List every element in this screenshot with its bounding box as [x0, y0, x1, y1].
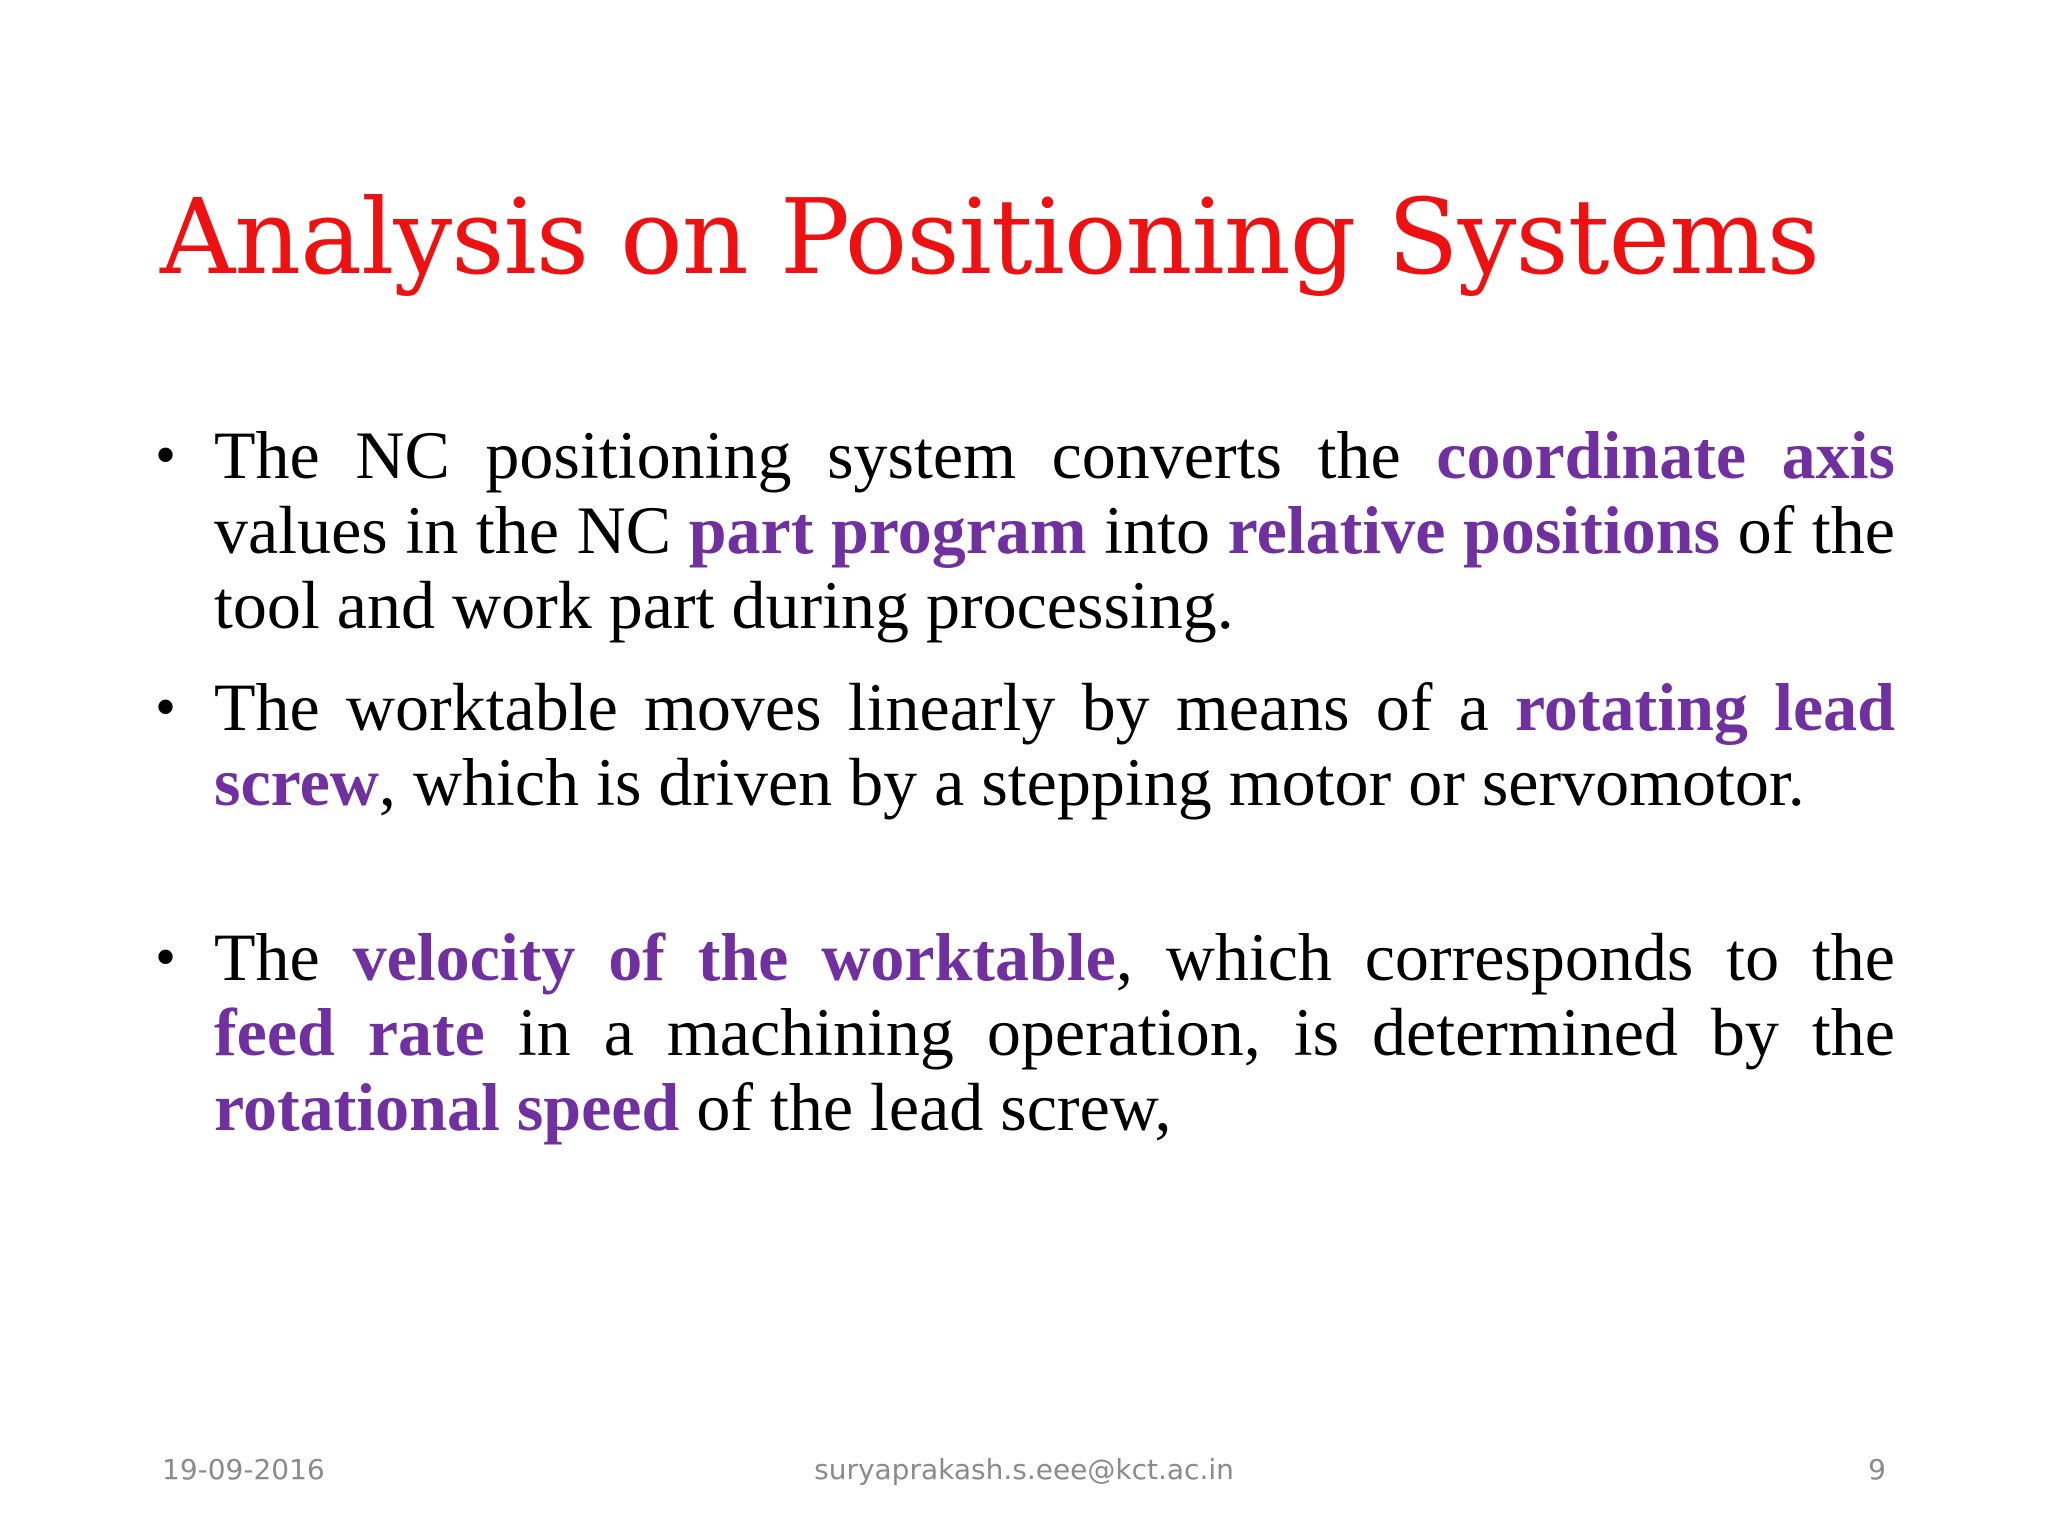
footer-email: suryaprakash.s.eee@kct.ac.in — [814, 1453, 1234, 1486]
bullet-text-segment: The worktable moves linearly by means of a — [214, 669, 1515, 745]
emphasized-term: feed rate — [214, 994, 485, 1070]
emphasized-term: part program — [688, 492, 1087, 568]
bullet-text — [214, 418, 1895, 643]
bullet-dot-icon: • — [155, 674, 177, 740]
bullet-text-segment: in a machining operation, is determined by the — [484, 994, 1895, 1070]
bullet-text-segment: The — [214, 919, 353, 995]
bullet-dot-icon: • — [155, 924, 177, 990]
bullet-text-segment: values in the NC — [214, 492, 689, 568]
bullet-text-segment: The NC positioning system converts the — [214, 417, 1437, 493]
emphasized-term: velocity of the worktable — [352, 919, 1116, 995]
footer-date: 19-09-2016 — [162, 1453, 325, 1486]
bullet-text-segment: of the lead screw, — [679, 1069, 1172, 1145]
emphasized-term: coordinate axis — [1436, 417, 1895, 493]
emphasized-term: relative positions — [1227, 492, 1720, 568]
bullet-text — [214, 920, 1895, 1145]
bullet-text-segment: of the tool and work part during processing. — [214, 492, 1895, 643]
bullet-text-segment: into — [1086, 492, 1228, 568]
slide-title: Analysis on Positioning Systems — [160, 176, 1820, 298]
bullet-text-segment: , which corresponds to the — [1115, 919, 1895, 995]
footer-page-number: 9 — [1868, 1453, 1886, 1486]
bullet-dot-icon: • — [155, 422, 177, 488]
emphasized-term: rotating lead screw — [214, 669, 1895, 820]
emphasized-term: rotational speed — [214, 1069, 680, 1145]
bullet-text — [214, 670, 1895, 820]
bullet-text-segment: , which is driven by a stepping motor or servomotor. — [378, 744, 1805, 820]
